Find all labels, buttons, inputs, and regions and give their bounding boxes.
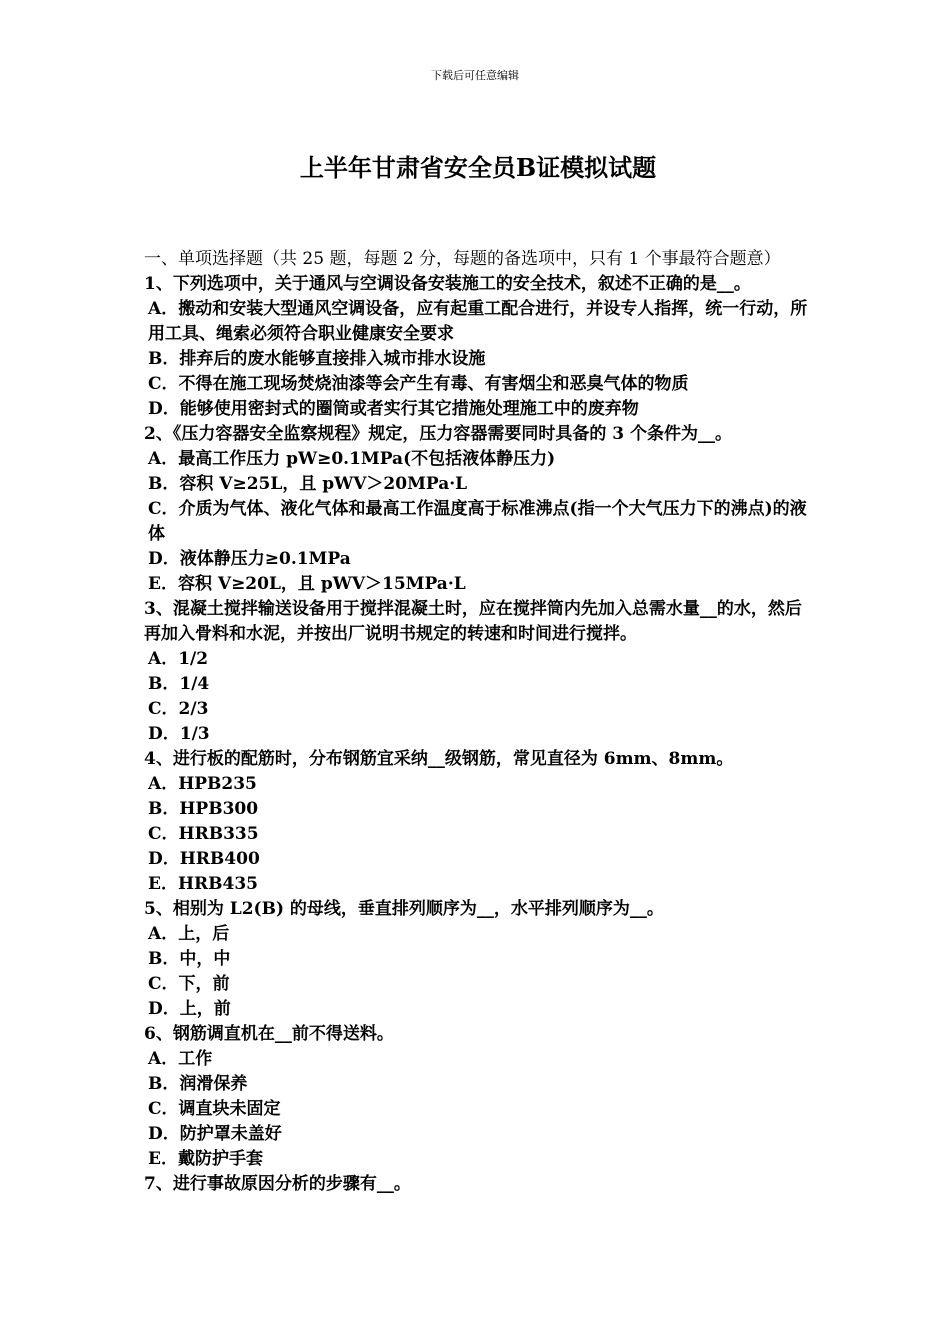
option-c: C．不得在施工现场焚烧油漆等会产生有毒、有害烟尘和恶臭气体的物质 (148, 374, 689, 394)
option-a: A．上，后 (148, 924, 230, 944)
option-a: A．1/2 (148, 649, 209, 669)
option-d: D．上，前 (148, 999, 231, 1019)
option-d: D．液体静压力≥0.1MPa (148, 549, 351, 569)
question-stem: 3、混凝土搅拌输送设备用于搅拌混凝土时，应在搅拌筒内先加入总需水量__的水，然后再加入骨料和水泥，并按出厂说明书规定的转速和时间进行搅拌。 (144, 599, 802, 644)
option-a: A．最高工作压力 pW≥0.1MPa(不包括液体静压力) (148, 449, 556, 469)
option-b: B．排弃后的废水能够直接排入城市排水设施 (148, 349, 486, 369)
question-stem: 5、相别为 L2(B) 的母线，垂直排列顺序为__，水平排列顺序为__。 (144, 899, 664, 919)
question-7 (144, 1172, 816, 1197)
option-c: C．HRB335 (148, 824, 259, 844)
question-3 (144, 597, 816, 747)
option-e: E．戴防护手套 (148, 1149, 263, 1169)
option-e: E．容积 V≥20L，且 pWV＞15MPa·L (148, 574, 466, 594)
option-b: B．容积 V≥25L，且 pWV＞20MPa·L (148, 474, 468, 494)
option-a: A．HPB235 (148, 774, 257, 794)
option-d: D．HRB400 (148, 849, 260, 869)
option-b: B．HPB300 (148, 799, 259, 819)
question-stem: 7、进行事故原因分析的步骤有__。 (144, 1174, 411, 1194)
option-d: D．防护罩未盖好 (148, 1124, 282, 1144)
question-1 (144, 272, 816, 422)
option-c: C．下，前 (148, 974, 230, 994)
header-note: 下载后可任意编辑 (431, 69, 519, 82)
option-b: B．润滑保养 (148, 1074, 248, 1094)
question-5 (144, 897, 816, 1022)
section-heading: 一、单项选择题（共 25 题，每题 2 分，每题的备选项中，只有 1 个事最符合题意） (144, 249, 781, 269)
option-c: C．介质为气体、液化气体和最高工作温度高于标准沸点(指一个大气压力下的沸点)的液体 (148, 499, 807, 544)
option-e: E．HRB435 (148, 874, 259, 894)
option-a: A．工作 (148, 1049, 213, 1069)
option-a: A．搬动和安装大型通风空调设备，应有起重工配合进行，并设专人指挥，统一行动，所用工具、绳索必须符合职业健康安全要求 (148, 299, 808, 344)
option-d: D．1/3 (148, 724, 210, 744)
option-c: C．2/3 (148, 699, 209, 719)
option-b: B．中，中 (148, 949, 231, 969)
question-stem: 1、下列选项中，关于通风与空调设备安装施工的安全技术，叙述不正确的是__。 (144, 274, 751, 294)
question-4 (144, 747, 816, 897)
question-6 (144, 1022, 816, 1172)
question-stem: 2、《压力容器安全监察规程》规定，压力容器需要同时具备的 3 个条件为__。 (144, 424, 732, 444)
question-stem: 4、进行板的配筋时，分布钢筋宜采纳__级钢筋，常见直径为 6mm、8mm。 (144, 749, 734, 769)
document-title: 上半年甘肃省安全员B证模拟试题 (299, 153, 657, 182)
option-c: C．调直块未固定 (148, 1099, 281, 1119)
option-b: B．1/4 (148, 674, 210, 694)
document-body (144, 247, 816, 1197)
question-2 (144, 422, 816, 597)
option-d: D．能够使用密封式的圈筒或者实行其它措施处理施工中的废弃物 (148, 399, 639, 419)
question-stem: 6、钢筋调直机在__前不得送料。 (144, 1024, 394, 1044)
